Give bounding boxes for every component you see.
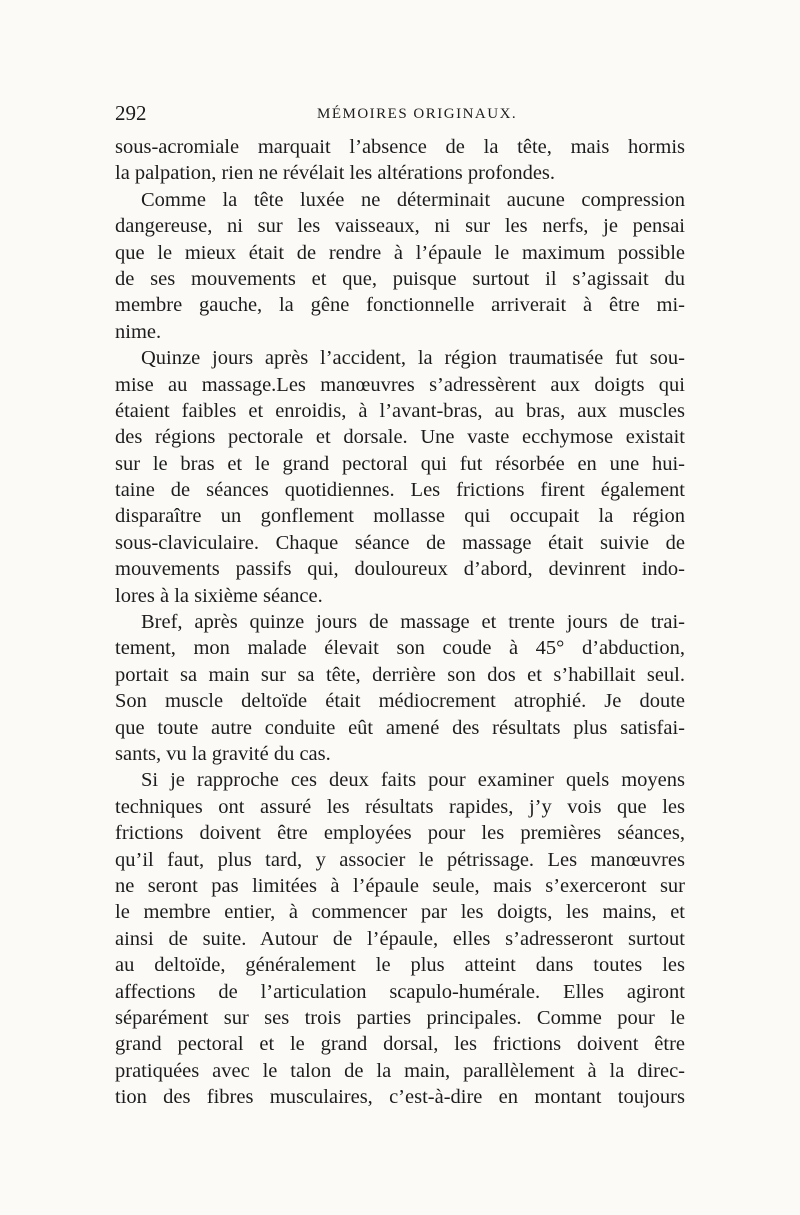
text-line: sants, vu la gravité du cas.: [115, 742, 331, 765]
page-header: [115, 100, 685, 126]
text-line: disparaître un gonflement mollasse qui occupait la région: [115, 505, 685, 528]
text-line: que le mieux était de rendre à l’épaule le maximum possible: [115, 241, 685, 264]
text-line: tion des fibres musculaires, c’est-à-dire en montant toujours: [115, 1086, 685, 1109]
text-line: membre gauche, la gêne fonctionnelle arriverait à être mi-: [115, 294, 685, 317]
text-line: étaient faibles et enroidis, à l’avant-bras, au bras, aux muscles: [115, 399, 685, 422]
text-line: frictions doivent être employées pour les premières séances,: [115, 822, 685, 845]
text-line: sous-acromiale marquait l’absence de la tête, mais hormis: [115, 136, 685, 158]
text-line: au deltoïde, généralement le plus atteint dans toutes les: [115, 954, 685, 977]
text-line: Son muscle deltoïde était médiocrement atrophié. Je doute: [115, 690, 685, 713]
paragraph-first-line: Si je rapproche ces deux faits pour examiner quels moyens: [141, 769, 685, 792]
text-line: pratiquées avec le talon de la main, parallèlement à la direc-: [115, 1059, 685, 1082]
paragraph-first-line: Comme la tête luxée ne déterminait aucune compression: [141, 188, 685, 211]
text-line: ne seront pas limitées à l’épaule seule, mais s’exerceront sur: [115, 874, 685, 897]
text-line: des régions pectorale et dorsale. Une vaste ecchymose existait: [115, 426, 685, 449]
body-text: [115, 134, 685, 1110]
text-line: de ses mouvements et que, puisque surtout il s’agissait du: [115, 267, 685, 290]
text-line: le membre entier, à commencer par les doigts, les mains, et: [115, 901, 685, 924]
text-line: nime.: [115, 320, 162, 343]
text-line: ainsi de suite. Autour de l’épaule, elles s’adresseront surtout: [115, 927, 685, 950]
text-line: que toute autre conduite eût amené des résultats plus satisfai-: [115, 716, 685, 739]
text-line: dangereuse, ni sur les vaisseaux, ni sur les nerfs, je pensai: [115, 215, 685, 238]
text-line: affections de l’articulation scapulo-humérale. Elles agiront: [115, 980, 685, 1003]
text-line: qu’il faut, plus tard, y associer le pétrissage. Les manœuvres: [115, 848, 685, 871]
paragraph-first-line: Bref, après quinze jours de massage et trente jours de trai-: [141, 611, 685, 634]
running-title: MÉMOIRES ORIGINAUX.: [317, 106, 518, 122]
text-line: sous-claviculaire. Chaque séance de massage était suivie de: [115, 531, 685, 554]
text-line: mouvements passifs qui, douloureux d’abord, devinrent indo-: [115, 558, 685, 581]
text-line: lores à la sixième séance.: [115, 584, 323, 607]
text-line: techniques ont assuré les résultats rapides, j’y vois que les: [115, 795, 685, 818]
paragraph-first-line: Quinze jours après l’accident, la région traumatisée fut sou-: [141, 347, 685, 370]
text-line: la palpation, rien ne révélait les altérations profondes.: [115, 162, 556, 185]
text-line: mise au massage.Les manœuvres s’adressèrent aux doigts qui: [115, 373, 685, 396]
text-line: séparément sur ses trois parties principales. Comme pour le: [115, 1006, 685, 1029]
text-line: taine de séances quotidiennes. Les frictions firent également: [115, 479, 685, 502]
text-line: grand pectoral et le grand dorsal, les frictions doivent être: [115, 1033, 685, 1056]
text-line: portait sa main sur sa tête, derrière son dos et s’habillait seul.: [115, 663, 685, 686]
text-line: sur le bras et le grand pectoral qui fut résorbée en une hui-: [115, 452, 685, 475]
text-line: tement, mon malade élevait son coude à 45° d’abduction,: [115, 637, 685, 660]
page-number: 292: [115, 101, 147, 125]
